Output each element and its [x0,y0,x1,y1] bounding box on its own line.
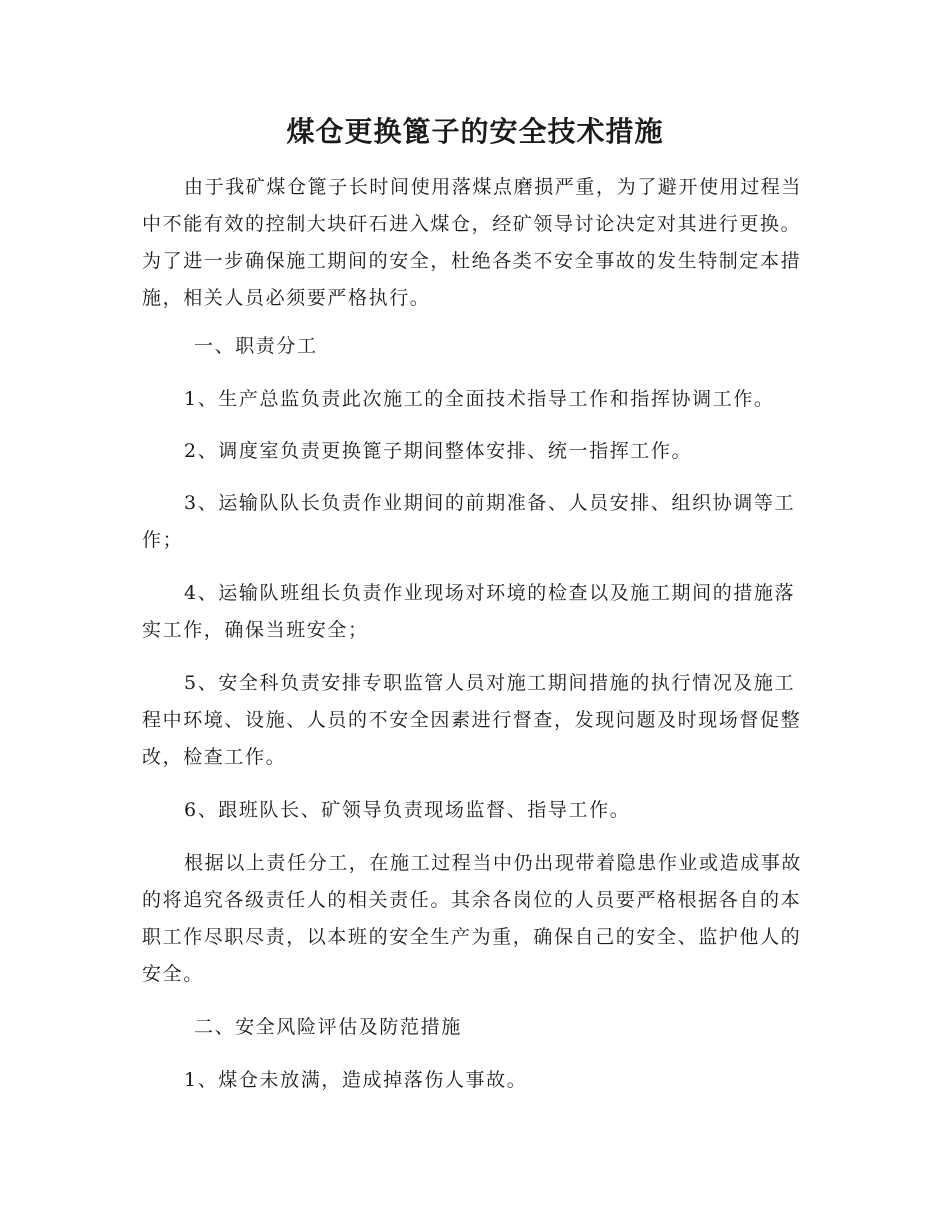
duty-item-1: 1、生产总监负责此次施工的全面技术指导工作和指挥协调工作。 [184,388,775,410]
document-title: 煤仓更换篦子的安全技术措施 [286,115,664,148]
risk-item-1: 1、煤仓未放满，造成掉落伤人事故。 [184,1069,528,1091]
duty-item-6: 6、跟班队长、矿领导负责现场监督、指导工作。 [184,799,631,821]
duty-item-5: 5、安全科负责安排专职监管人员对施工期间措施的执行情况及施工程中环境、设施、人员的不安全因素进行督查，发现问题及时现场督促整改，检查工作。 [142,672,802,768]
duty-item-2: 2、调度室负责更换篦子期间整体安排、统一指挥工作。 [184,440,693,462]
duty-item-3: 3、运输队队长负责作业期间的前期准备、人员安排、组织协调等工作； [142,492,796,551]
section-heading-duties: 一、职责分工 [194,335,318,357]
intro-paragraph: 由于我矿煤仓篦子长时间使用落煤点磨损严重，为了避开使用过程当中不能有效的控制大块矸石进入煤仓，经矿领导讨论决定对其进行更换。为了进一步确保施工期间的安全，杜绝各类不安全事故的发生特制定本措施，相关人员必须要严格执行。 [142,176,803,309]
duty-item-4: 4、运输队班组长负责作业现场对环境的检查以及施工期间的措施落实工作，确保当班安全； [142,582,796,641]
responsibility-paragraph: 根据以上责任分工，在施工过程当中仍出现带着隐患作业或造成事故的将追究各级责任人的相关责任。其余各岗位的人员要严格根据各自的本职工作尽职尽责，以本班的安全生产为重，确保自己的安全、监护他人的安全。 [142,852,803,985]
section-heading-risk: 二、安全风险评估及防范措施 [194,1016,462,1038]
